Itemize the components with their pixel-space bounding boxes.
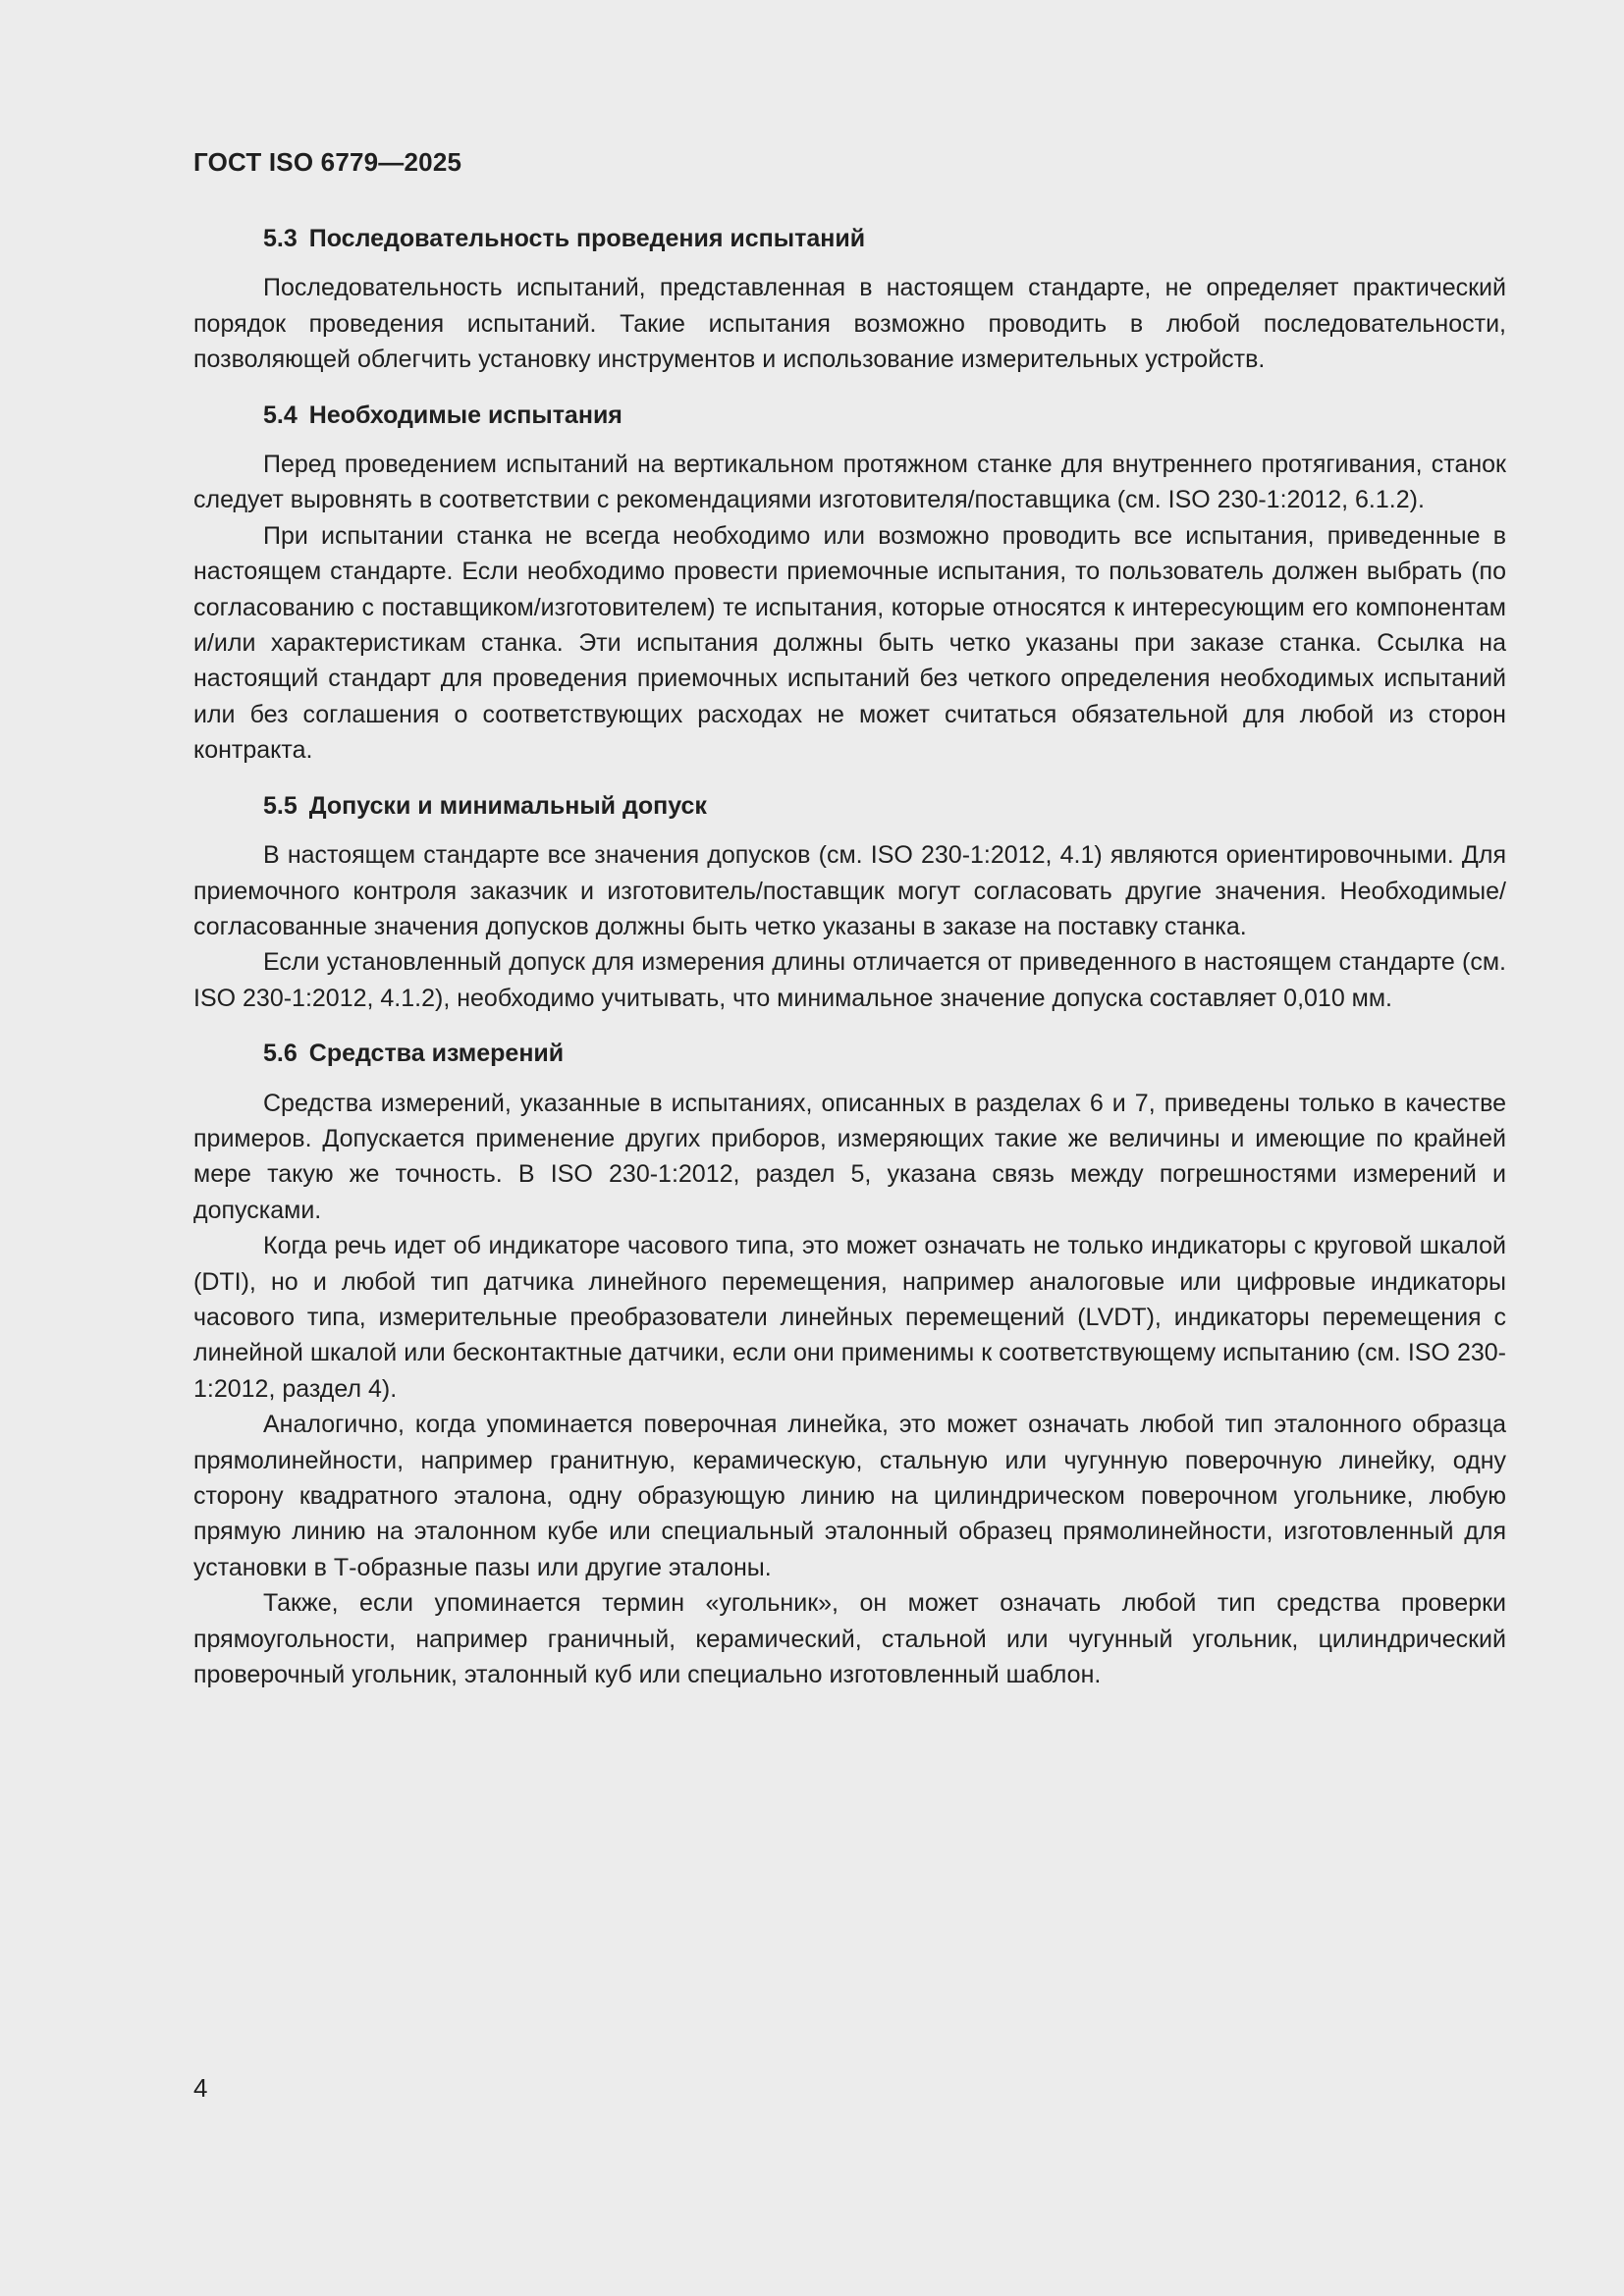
paragraph: Также, если упоминается термин «угольник», он может означать любой тип средства проверки прямоугольности, например граничный, керамический, стальной или чугунный угольник, цилиндрический проверочный угольник, эталонный куб или специально изготовленный шаблон. [193,1589,1506,1689]
paragraph: Последовательность испытаний, представленная в настоящем стандарте, не определяет практический порядок проведения испытаний. Такие испытания возможно проводить в любой последовательности, позволяющей облегчить установку инструментов и использование измерительных устройств. [193,274,1506,374]
section-number: 5.5 [263,791,298,820]
section-title: Допуски и минимальный допуск [308,791,707,820]
paragraph: Средства измерений, указанные в испытаниях, описанных в разделах 6 и 7, приведены только в качестве примеров. Допускается применение других приборов, измеряющих такие же величины и имеющие по крайней мере такую же точность. В ISO 230-1:2012, раздел 5, указана связь между погрешностями измерений и допусками. [193,1089,1506,1224]
page-number: 4 [193,2073,208,2103]
paragraph: Если установленный допуск для измерения длины отличается от приведенного в настоящем стандарте (см. ISO 230-1:2012, 4.1.2), необходимо учитывать, что минимальное значение допуска составляет 0,010 мм. [193,948,1506,1012]
section-title: Средства измерений [308,1040,565,1068]
paragraph: Когда речь идет об индикаторе часового типа, это может означать не только индикаторы с круговой шкалой (DTI), но и любой тип датчика линейного перемещения, например аналоговые или цифровые индикаторы часового типа, измерительные преобразователи линейных перемещений (LVDT), индикаторы перемещения с линейной шкалой или бесконтактные датчики, если они применимы к соответствующему испытанию (см. ISO 230-1:2012, раздел 4). [193,1232,1506,1403]
section-heading [263,1036,1506,1071]
section-title: Необходимые испытания [308,400,623,429]
paragraph: В настоящем стандарте все значения допусков (см. ISO 230-1:2012, 4.1) являются ориентировочными. Для приемочного контроля заказчик и изготовитель/поставщик могут согласовать другие значения. Необходимые/согласованные значения допусков должны быть четко указаны в заказе на поставку станка. [193,841,1506,940]
paragraph: При испытании станка не всегда необходимо или возможно проводить все испытания, приведенные в настоящем стандарте. Если необходимо провести приемочные испытания, то пользователь должен выбрать (по согласованию с поставщиком/изготовителем) те испытания, которые относятся к интересующим его компонентам и/или характеристикам станка. Эти испытания должны быть четко указаны при заказе станка. Ссылка на настоящий стандарт для проведения приемочных испытаний без четкого определения необходимых испытаний или без соглашения о соответствующих расходах не может считаться обязательной для любой из сторон контракта. [193,521,1506,765]
section-heading [263,398,1506,433]
running-header: ГОСТ ISO 6779—2025 [193,147,462,177]
section-number: 5.4 [263,400,298,429]
section-number: 5.6 [263,1040,298,1068]
section-title: Последовательность проведения испытаний [308,225,866,252]
section-heading [263,788,1506,824]
document-body [193,221,1506,1692]
paragraph: Перед проведением испытаний на вертикальном протяжном станке для внутреннего протягивания, станок следует выровнять в соответствии с рекомендациями изготовителя/поставщика (см. ISO 230-1:2012, 6.1.2). [193,451,1506,514]
section-heading [263,221,1506,256]
paragraph: Аналогично, когда упоминается поверочная линейка, это может означать любой тип эталонного образца прямолинейности, например гранитную, керамическую, стальную или чугунную поверочную линейку, одну сторону квадратного эталона, одну образующую линию на цилиндрическом поверочном угольнике, любую прямую линию на эталонном кубе или специальный эталонный образец прямолинейности, изготовленный для установки в Т-образные пазы или другие эталоны. [193,1411,1506,1581]
section-number: 5.3 [263,225,298,252]
